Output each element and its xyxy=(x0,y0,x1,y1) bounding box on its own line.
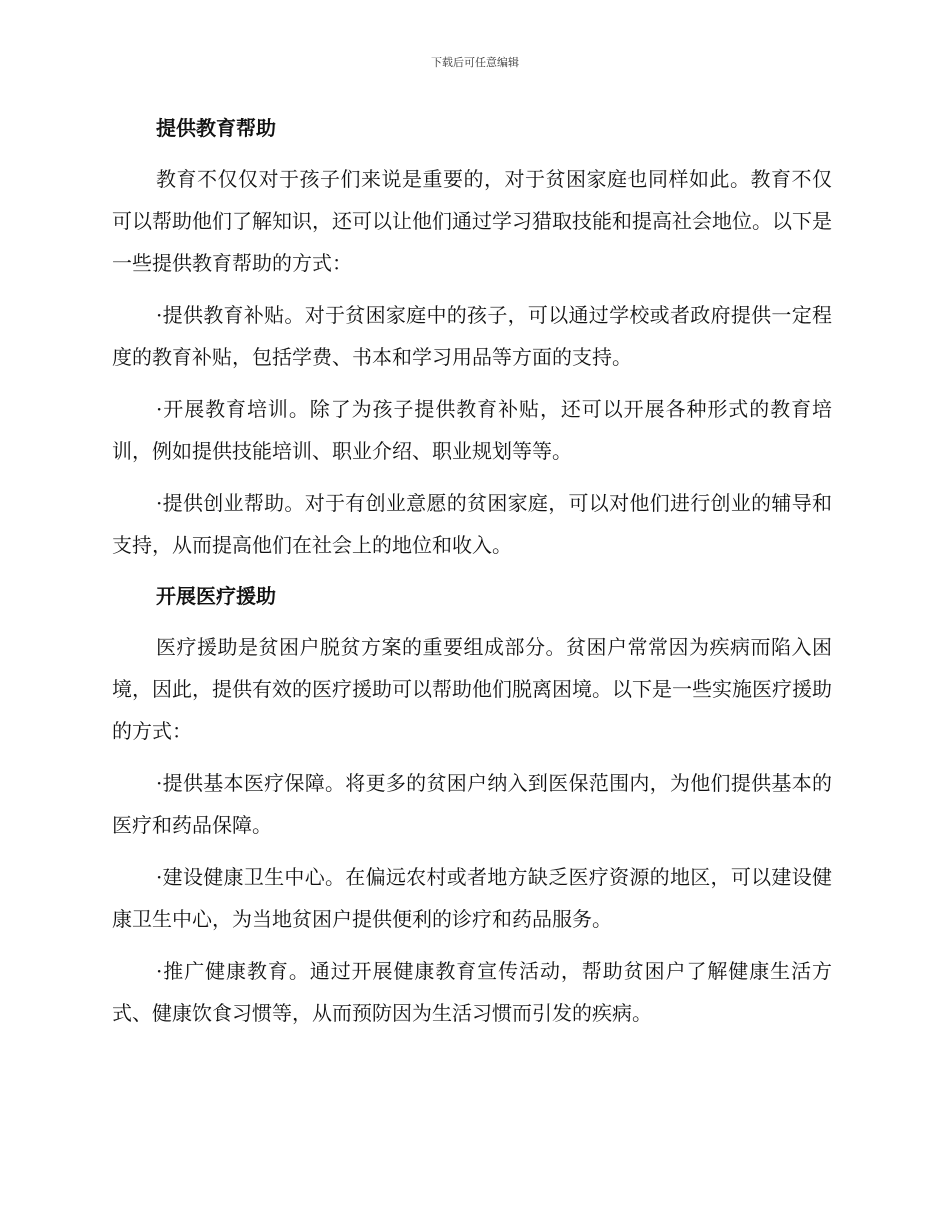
bullet-paragraph: ·提供教育补贴。对于贫困家庭中的孩子，可以通过学校或者政府提供一定程度的教育补贴，包括学费、书本和学习用品等方面的支持。 xyxy=(112,303,832,369)
bullet-paragraph: ·建设健康卫生中心。在偏远农村或者地方缺乏医疗资源的地区，可以建设健康卫生中心，为当地贫困户提供便利的诊疗和药品服务。 xyxy=(112,865,832,931)
bullet-paragraph: ·提供基本医疗保障。将更多的贫困户纳入到医保范围内，为他们提供基本的医疗和药品保障。 xyxy=(112,771,832,837)
page-header: 下载后可任意编辑 xyxy=(431,56,519,69)
section-medical xyxy=(112,576,832,1034)
bullet-paragraph: ·开展教育培训。除了为孩子提供教育补贴，还可以开展各种形式的教育培训，例如提供技能培训、职业介绍、职业规划等等。 xyxy=(112,397,832,463)
paragraph: 教育不仅仅对于孩子们来说是重要的，对于贫困家庭也同样如此。教育不仅可以帮助他们了解知识，还可以让他们通过学习猎取技能和提高社会地位。以下是一些提供教育帮助的方式： xyxy=(112,167,832,275)
document-body xyxy=(112,108,832,1044)
section-education xyxy=(112,108,832,566)
paragraph: 医疗援助是贫困户脱贫方案的重要组成部分。贫困户常常因为疾病而陷入困境，因此，提供有效的医疗援助可以帮助他们脱离困境。以下是一些实施医疗援助的方式： xyxy=(112,635,832,743)
bullet-paragraph: ·提供创业帮助。对于有创业意愿的贫困家庭，可以对他们进行创业的辅导和支持，从而提高他们在社会上的地位和收入。 xyxy=(112,491,832,557)
section-heading: 提供教育帮助 xyxy=(156,116,276,140)
bullet-paragraph: ·推广健康教育。通过开展健康教育宣传活动，帮助贫困户了解健康生活方式、健康饮食习惯等，从而预防因为生活习惯而引发的疾病。 xyxy=(112,959,832,1025)
section-heading: 开展医疗援助 xyxy=(156,584,276,608)
